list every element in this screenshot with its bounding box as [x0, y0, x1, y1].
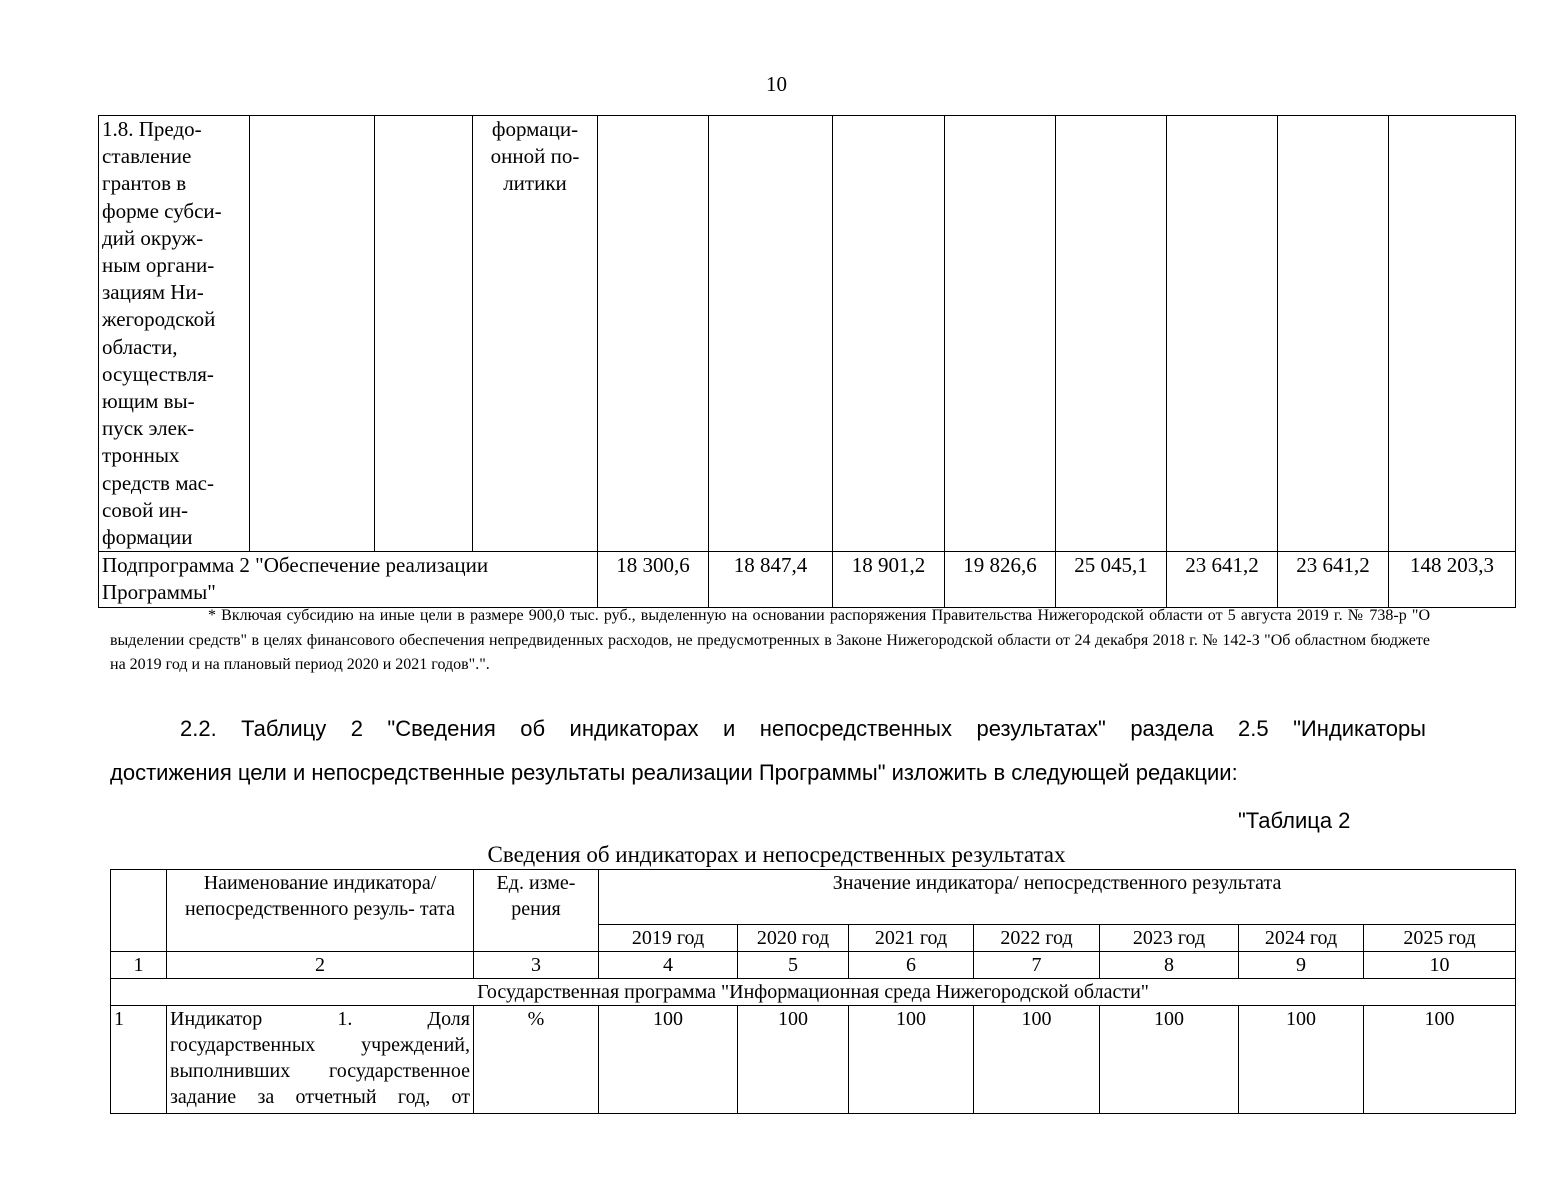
header-name-cell: Наименование индикатора/ непосредственного резуль- тата — [167, 870, 474, 952]
header-value-group: Значение индикатора/ непосредственного результата — [599, 870, 1516, 925]
paragraph-line: 2.2. Таблицу 2 "Сведения об индикаторах и непосредственных результатах" раздела 2.5 "Индикаторы — [180, 716, 1426, 741]
executor-line: литики — [503, 171, 567, 196]
measure-name-line: дий окруж- — [102, 225, 204, 250]
value-cell: 18 300,6 — [598, 552, 709, 607]
footnote: * Включая субсидию на иные цели в размере 900,0 тыс. руб., выделенную на основании распоряжения Правительства Нижегородской области от 5 августа 2019 г. № 738-р "О выделении средств" в целях финансового обеспечения непредвиденных расходов, не предусмотренных в Законе Нижегородской области от 24 декабря 2018 г. № 142-З "Об областном бюджете на 2019 год и на плановый период 2020 и 2021 годов".". — [110, 607, 1430, 673]
empty-cell — [1389, 116, 1516, 552]
measure-name-line: ставление — [102, 144, 192, 169]
column-number: 7 — [974, 952, 1100, 979]
page-number: 10 — [766, 72, 787, 96]
instruction-paragraph — [110, 707, 1426, 795]
column-number: 5 — [738, 952, 849, 979]
year-header: 2023 год — [1100, 925, 1239, 952]
measure-name-line: зациям Ни- — [102, 280, 204, 305]
measure-name-line: области, — [102, 334, 178, 359]
header-row — [111, 870, 1516, 925]
measure-name-line: тронных — [102, 443, 180, 468]
empty-cell — [250, 116, 375, 552]
empty-cell — [598, 116, 709, 552]
value-cell: 25 045,1 — [1056, 552, 1167, 607]
column-number: 9 — [1239, 952, 1364, 979]
indicator-value: 100 — [849, 1006, 974, 1114]
measure-name-line: пуск элек- — [102, 416, 195, 441]
empty-cell — [1056, 116, 1167, 552]
column-number: 3 — [474, 952, 599, 979]
executor-line: формаци- — [491, 117, 579, 141]
indicator-value: 100 — [738, 1006, 849, 1114]
indicator-row — [111, 1006, 1516, 1114]
value-cell: 18 847,4 — [709, 552, 833, 607]
table-row-1-8 — [99, 116, 1516, 552]
table-row-subprogram — [99, 552, 1516, 607]
measure-name-line: формации — [102, 525, 193, 550]
header-num-cell — [111, 870, 167, 952]
column-number: 10 — [1364, 952, 1516, 979]
empty-cell — [945, 116, 1056, 552]
column-number: 4 — [599, 952, 738, 979]
empty-cell — [833, 116, 945, 552]
indicator-unit: % — [474, 1006, 599, 1114]
indicator-value: 100 — [1239, 1006, 1364, 1114]
measure-name-line: форме субси- — [102, 198, 222, 223]
table-title: Сведения об индикаторах и непосредственных результатах — [487, 842, 1066, 867]
section-title: Государственная программа "Информационная среда Нижегородской области" — [111, 979, 1516, 1006]
year-header: 2022 год — [974, 925, 1100, 952]
value-cell: 23 641,2 — [1167, 552, 1278, 607]
value-cell: 18 901,2 — [833, 552, 945, 607]
indicator-value: 100 — [974, 1006, 1100, 1114]
indicator-name: Индикатор 1. Доля государственных учреждений, выполнивших государственное задание за отчетный год, от — [167, 1006, 474, 1114]
measure-name-line: ющим вы- — [102, 389, 195, 414]
column-number: 8 — [1100, 952, 1239, 979]
column-number: 2 — [167, 952, 474, 979]
indicator-value: 100 — [599, 1006, 738, 1114]
measure-name-line: совой ин- — [102, 497, 189, 522]
year-header: 2021 год — [849, 925, 974, 952]
measure-name-cell — [99, 116, 250, 552]
financing-table — [98, 115, 1516, 608]
year-header: 2025 год — [1364, 925, 1516, 952]
indicator-value: 100 — [1364, 1006, 1516, 1114]
subprogram-label: Подпрограмма 2 "Обеспечение реализации Программы" — [99, 552, 598, 607]
executor-cell — [473, 116, 598, 552]
measure-name-line: жегородской — [102, 307, 216, 332]
measure-name-line: средств мас- — [102, 470, 214, 495]
year-header: 2024 год — [1239, 925, 1364, 952]
year-header: 2020 год — [738, 925, 849, 952]
column-number-row — [111, 952, 1516, 979]
total-value-cell: 148 203,3 — [1389, 552, 1516, 607]
measure-name-line: грантов в — [102, 171, 187, 196]
empty-cell — [1167, 116, 1278, 552]
paragraph-line: достижения цели и непосредственные результаты реализации Программы" изложить в следующей редакции: — [110, 760, 1238, 785]
column-number: 1 — [111, 952, 167, 979]
section-row — [111, 979, 1516, 1006]
measure-name-line: 1.8. Предо- — [102, 117, 202, 141]
measure-name-line: ным органи- — [102, 253, 215, 278]
column-number: 6 — [849, 952, 974, 979]
row-number: 1 — [111, 1006, 167, 1114]
value-cell: 23 641,2 — [1278, 552, 1389, 607]
year-header: 2019 год — [599, 925, 738, 952]
empty-cell — [375, 116, 473, 552]
measure-name-line: осуществля- — [102, 361, 214, 386]
indicator-value: 100 — [1100, 1006, 1239, 1114]
value-cell: 19 826,6 — [945, 552, 1056, 607]
empty-cell — [1278, 116, 1389, 552]
indicators-table — [110, 869, 1516, 1114]
empty-cell — [709, 116, 833, 552]
header-unit-cell: Ед. изме- рения — [474, 870, 599, 952]
executor-line: онной по- — [490, 144, 580, 169]
table-label: "Таблица 2 — [1238, 808, 1351, 833]
